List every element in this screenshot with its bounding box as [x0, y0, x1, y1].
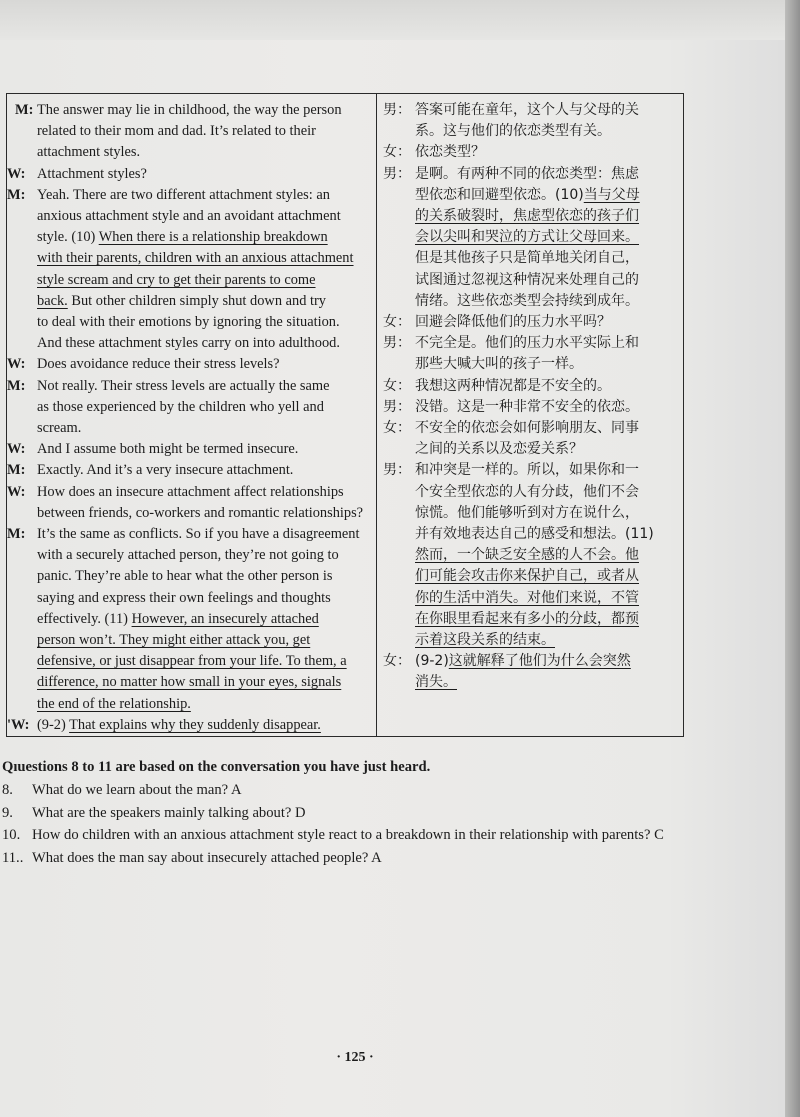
transcript-line — [7, 100, 376, 121]
underlined-answer-text: style scream and cry to get their parents to come — [37, 271, 316, 288]
question-text: What are the speakers mainly talking about? D — [32, 804, 306, 821]
question-number: 9. — [2, 804, 13, 821]
translation-line — [377, 630, 683, 651]
transcript-line — [7, 333, 376, 354]
translation-line — [377, 482, 683, 503]
line-text: style. (10) — [37, 229, 99, 246]
line-text: 我想这两种情况都是不安全的。 — [415, 377, 611, 394]
line-text: 那些大喊大叫的孩子一样。 — [415, 356, 583, 373]
underlined-answer-text: difference, no matter how small in your eyes, signals — [37, 674, 342, 691]
transcript-line — [7, 672, 376, 693]
underlined-answer-text: When there is a relationship breakdown — [98, 229, 328, 246]
speaker-label: 女： — [383, 144, 411, 161]
transcript-line — [7, 248, 376, 269]
line-text: And these attachment styles carry on into adulthood. — [37, 335, 340, 352]
line-text: It’s the same as conflicts. So if you have a disagreement — [37, 526, 360, 543]
question-item — [0, 847, 700, 870]
speaker-label: 女： — [383, 653, 411, 670]
speaker-label: 女： — [383, 420, 411, 437]
line-text: scream. — [37, 420, 82, 437]
transcript-line — [7, 651, 376, 672]
transcript-line — [7, 185, 376, 206]
translation-line — [377, 227, 683, 248]
transcript-line — [7, 482, 376, 503]
question-list — [0, 779, 700, 869]
line-text: saying and express their own feelings and thoughts — [37, 589, 331, 606]
underlined-answer-text: defensive, or just disappear from your life. To them, a — [37, 653, 347, 670]
underlined-answer-text: 们可能会攻击你来保护自己，或者从 — [415, 568, 639, 585]
transcript-line — [7, 460, 376, 481]
line-text: 回避会降低他们的压力水平吗？ — [415, 314, 611, 331]
english-transcript-column — [7, 94, 377, 737]
speaker-label: W: — [7, 441, 26, 458]
translation-line — [377, 248, 683, 269]
speaker-label: M: — [7, 186, 26, 203]
speaker-label: 男： — [383, 102, 411, 118]
line-text: 并有效地表达自己的感受和想法。(11) — [415, 526, 654, 543]
line-text: 惊慌。他们能够听到对方在说什么， — [415, 504, 639, 521]
question-item — [0, 824, 700, 847]
line-text: 情绪。这些依恋类型会持续到成年。 — [415, 292, 639, 309]
translation-line — [377, 354, 683, 375]
translation-line — [377, 291, 683, 312]
speaker-label: 男： — [383, 462, 411, 479]
underlined-answer-text: 你的生活中消失。对他们来说，不管 — [415, 589, 639, 606]
line-text: 是啊。有两种不同的依恋类型：焦虑 — [415, 165, 639, 182]
line-text: (9-2) — [37, 716, 70, 733]
line-text: But other children simply shut down and try — [67, 292, 326, 309]
transcript-line — [7, 164, 376, 185]
questions-heading: Qıuestions 8 to 11 are based on the conversation you have just heard. — [2, 759, 431, 775]
line-text: related to their mom and dad. It’s related to their — [37, 123, 316, 140]
transcript-line — [7, 694, 376, 715]
translation-line — [377, 100, 683, 121]
underlined-answer-text: 然而，一个缺乏安全感的人不会。他 — [415, 547, 639, 564]
line-text: 答案可能在童年，这个人与父母的关 — [415, 102, 639, 118]
speaker-label: 男： — [383, 165, 411, 182]
translation-line — [377, 312, 683, 333]
speaker-label: W: — [7, 483, 26, 500]
line-text: 不完全是。他们的压力水平实际上和 — [415, 335, 639, 352]
transcript-line — [7, 418, 376, 439]
line-text: Does avoidance reduce their stress levels? — [37, 356, 280, 373]
underlined-answer-text: back. — [37, 292, 68, 309]
line-text: 依恋类型？ — [415, 144, 485, 161]
underlined-answer-text: 会以尖叫和哭泣的方式让父母回来。 — [415, 229, 639, 246]
speaker-label: 女： — [383, 377, 411, 394]
transcript-line — [7, 121, 376, 142]
page-edge-shadow — [785, 0, 800, 1117]
transcript-line — [7, 630, 376, 651]
translation-line — [377, 439, 683, 460]
translation-line — [377, 524, 683, 545]
translation-line — [377, 545, 683, 566]
line-text: between friends, co-workers and romantic relationships? — [37, 504, 364, 521]
line-text: Exactly. And it’s a very insecure attachment. — [37, 462, 294, 479]
line-text: Not really. Their stress levels are actually the same — [37, 377, 330, 394]
chinese-translation-column — [377, 94, 684, 737]
translation-line — [377, 270, 683, 291]
transcript-line — [7, 397, 376, 418]
line-text: effectively. (11) — [37, 610, 132, 627]
line-text: 个安全型依恋的人有分歧，他们不会 — [415, 483, 639, 500]
question-number: 8. — [2, 782, 13, 798]
translation-line — [377, 397, 683, 418]
transcript-line — [7, 376, 376, 397]
translation-line — [377, 672, 683, 693]
transcript-line — [7, 609, 376, 630]
transcript-line — [7, 566, 376, 587]
question-text: What do we learn about the man? A — [32, 782, 242, 798]
underlined-answer-text: 消失。 — [415, 674, 457, 691]
question-item — [0, 802, 700, 825]
transcript-line — [7, 142, 376, 163]
underlined-answer-text: 的关系破裂时，焦虑型依恋的孩子们 — [415, 208, 639, 225]
underlined-answer-text: However, an insecurely attached — [131, 610, 319, 627]
speaker-label: M: — [15, 102, 34, 118]
transcript-line — [7, 270, 376, 291]
line-text: 和冲突是一样的。所以，如果你和一 — [415, 462, 639, 479]
line-text: The answer may lie in childhood, the way the person — [37, 102, 342, 118]
speaker-label: 女： — [383, 314, 411, 331]
question-number: 10. — [2, 827, 21, 844]
speaker-label: W: — [7, 356, 26, 373]
questions-section — [0, 756, 700, 869]
line-text: 型依恋和回避型依恋。(10) — [415, 186, 584, 203]
transcript-line — [7, 503, 376, 524]
line-text: 之间的关系以及恋爱关系？ — [415, 441, 583, 458]
line-text: anxious attachment style and an avoidant attachment — [37, 208, 341, 225]
line-text: (9-2) — [415, 653, 449, 670]
line-text: 不安全的依恋会如何影响朋友、同事 — [415, 420, 639, 437]
line-text: How does an insecure attachment affect relationships — [37, 483, 344, 500]
line-text: 试图通过忽视这种情况来处理自己的 — [415, 271, 639, 288]
bleed-through-text — [240, 900, 243, 916]
translation-line — [377, 609, 683, 630]
question-number: 11.. — [2, 849, 24, 866]
translation-line — [377, 566, 683, 587]
line-text: 但是其他孩子只是简单地关闭自己， — [415, 250, 639, 267]
page-number: · 125 · — [336, 1050, 374, 1065]
underlined-answer-text: with their parents, children with an anxious attachment — [37, 250, 354, 267]
translation-line — [377, 651, 683, 672]
speaker-label: M: — [7, 377, 26, 394]
translation-line — [377, 333, 683, 354]
underlined-answer-text: That explains why they suddenly disappear. — [69, 716, 321, 733]
transcript-line — [7, 206, 376, 227]
speaker-label: W: — [7, 165, 26, 182]
line-text: Attachment styles? — [37, 165, 147, 182]
speaker-label: 男： — [383, 335, 411, 352]
transcript-line — [7, 312, 376, 333]
dialog-table — [6, 93, 684, 737]
transcript-line — [7, 227, 376, 248]
speaker-label: M: — [7, 526, 26, 543]
underlined-answer-text: the end of the relationship. — [37, 695, 191, 712]
question-text: How do children with an anxious attachment style react to a breakdown in their relationship with parents? C — [32, 827, 664, 844]
speaker-label: 男： — [383, 398, 411, 415]
line-text: to deal with their emotions by ignoring the situation. — [37, 314, 340, 331]
underlined-answer-text: 示着这段关系的结束。 — [415, 632, 555, 649]
line-text: with a securely attached person, they’re not going to — [37, 547, 339, 564]
line-text: panic. They’re able to hear what the other person is — [37, 568, 333, 585]
translation-line — [377, 460, 683, 481]
question-text: What does the man say about insecurely attached people? A — [32, 849, 382, 866]
line-text: Yeah. There are two different attachment styles: an — [37, 186, 330, 203]
translation-line — [377, 376, 683, 397]
translation-line — [377, 588, 683, 609]
translation-line — [377, 164, 683, 185]
translation-line — [377, 418, 683, 439]
underlined-answer-text: person won’t. They might either attack you, get — [37, 632, 311, 649]
line-text: attachment styles. — [37, 144, 141, 161]
transcript-line — [7, 545, 376, 566]
transcript-line — [7, 354, 376, 375]
transcript-line — [7, 439, 376, 460]
line-text: as those experienced by the children who yell and — [37, 398, 324, 415]
line-text: 没错。这是一种非常不安全的依恋。 — [415, 398, 639, 415]
translation-line — [377, 503, 683, 524]
translation-line — [377, 206, 683, 227]
page-top-shadow — [0, 0, 785, 40]
line-text: And I assume both might be termed insecure. — [37, 441, 299, 458]
translation-line — [377, 142, 683, 163]
speaker-label: M: — [7, 462, 26, 479]
underlined-answer-text: 这就解释了他们为什么会突然 — [448, 653, 631, 670]
translation-line — [377, 185, 683, 206]
line-text: 系。这与他们的依恋类型有关。 — [415, 123, 611, 140]
transcript-line — [7, 524, 376, 545]
question-item — [0, 779, 700, 802]
translation-line — [377, 121, 683, 142]
underlined-answer-text: 当与父母 — [583, 186, 640, 203]
speaker-label: 'W: — [7, 716, 30, 733]
transcript-line — [7, 588, 376, 609]
transcript-line — [7, 715, 376, 736]
underlined-answer-text: 在你眼里看起来有多小的分歧，都预 — [415, 610, 639, 627]
transcript-line — [7, 291, 376, 312]
